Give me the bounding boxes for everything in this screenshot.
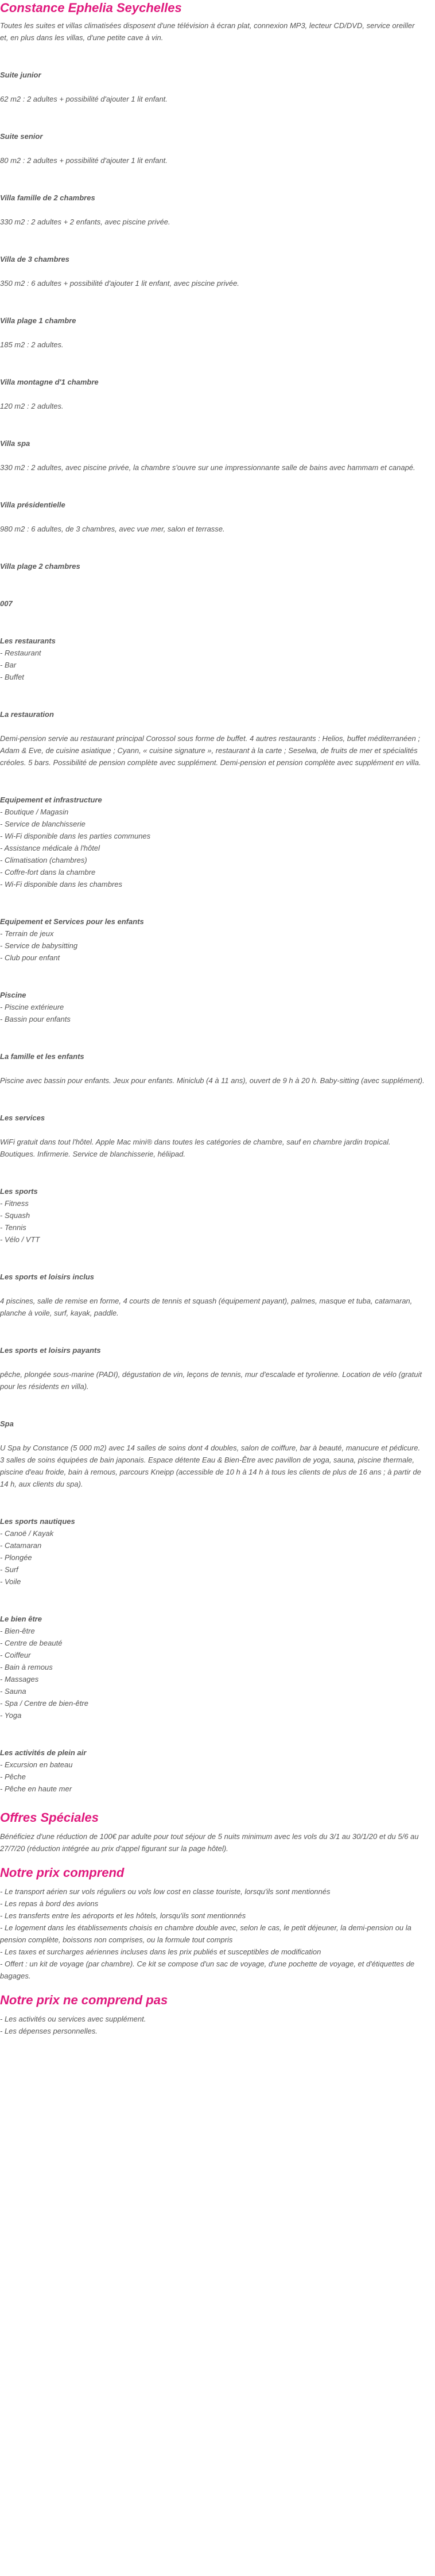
list-item: - Spa / Centre de bien-être — [0, 1697, 425, 1709]
list-item: - Restaurant — [0, 647, 425, 659]
list-item: - Les repas à bord des avions — [0, 1898, 425, 1910]
list-item: - Les transferts entre les aéroports et les hôtels, lorsqu'ils sont mentionnés — [0, 1910, 425, 1922]
list-item: - Wi-Fi disponible dans les chambres — [0, 878, 425, 890]
list-item: - Surf — [0, 1564, 425, 1576]
list-item: - Bien-être — [0, 1625, 425, 1637]
room-description: 980 m2 : 6 adultes, de 3 chambres, avec vue mer, salon et terrasse. — [0, 525, 225, 533]
list-item: - Assistance médicale à l'hôtel — [0, 842, 425, 854]
offres-text: Bénéficiez d'une réduction de 100€ par adulte pour tout séjour de 5 nuits minimum avec les vols du 3/1 au 30/1/20 et du 5/6 au 27/7/20 (réduction intégrée au prix d'appel figurant sur la page hôtel). — [0, 1832, 419, 1853]
room-description: 80 m2 : 2 adultes + possibilité d'ajouter 1 lit enfant. — [0, 156, 168, 165]
list-item: - Boutique / Magasin — [0, 806, 425, 818]
room-list — [0, 69, 425, 572]
plein-air-title: Les activités de plein air — [0, 1748, 87, 1757]
room-description: 330 m2 : 2 adultes + 2 enfants, avec piscine privée. — [0, 218, 170, 226]
spa-title: Spa — [0, 1419, 14, 1428]
famille-title: La famille et les enfants — [0, 1052, 84, 1061]
list-item: - Terrain de jeux — [0, 928, 425, 940]
famille-section — [0, 1050, 425, 1087]
list-item: - Pêche — [0, 1771, 425, 1783]
bien-etre-list — [0, 1625, 425, 1721]
list-item: - Offert : un kit de voyage (par chambre). Ce kit se compose d'un sac de voyage, d'une pochette de voyage, et d'étiquettes de bagages. — [0, 1958, 425, 1982]
equipement-section — [0, 794, 425, 890]
list-item: - Service de blanchisserie — [0, 818, 425, 830]
room-section — [0, 192, 425, 228]
room-section — [0, 560, 425, 572]
piscine-section — [0, 989, 425, 1025]
room-section — [0, 130, 425, 166]
sports-payants-text: pêche, plongée sous-marine (PADI), dégustation de vin, leçons de tennis, mur d'escalade et tyrolienne. Location de vélo (gratuit pour les résidents en villa). — [0, 1370, 422, 1391]
famille-text: Piscine avec bassin pour enfants. Jeux pour enfants. Miniclub (4 à 11 ans), ouvert de 9 h à 20 h. Baby-sitting (avec supplément). — [0, 1076, 425, 1085]
restauration-section — [0, 708, 425, 769]
code-section — [0, 598, 425, 610]
room-section — [0, 499, 425, 535]
list-item: - Excursion en bateau — [0, 1759, 425, 1771]
room-section — [0, 376, 425, 412]
bien-etre-title: Le bien être — [0, 1615, 42, 1623]
services-enfants-list — [0, 928, 425, 964]
list-item: - Tennis — [0, 1221, 425, 1233]
comprend-title: Notre prix comprend — [0, 1865, 125, 1880]
sports-list — [0, 1197, 425, 1246]
spa-section — [0, 1418, 425, 1490]
spa-text: U Spa by Constance (5 000 m2) avec 14 salles de soins dont 4 doubles, salon de coiffure, bar à beauté, manucure et pédicure. 3 salles de soins équipées de bain japonais. Espace détente Eau & Bien-Être avec pavillon de yoga, sauna, piscine thermale, piscine d'eau froide, bain à remous, parcours Kneipp (accessible de 10 h à 14 h à tous les clients de plus de 16 ans ; à partir de 14 h, aux clients du spa). — [0, 1444, 421, 1488]
list-item: - Bassin pour enfants — [0, 1013, 425, 1025]
room-description: 120 m2 : 2 adultes. — [0, 402, 64, 410]
restaurants-title: Les restaurants — [0, 637, 56, 645]
services-section — [0, 1112, 425, 1160]
room-title: Suite senior — [0, 132, 43, 141]
list-item: - Yoga — [0, 1709, 425, 1721]
code-label: 007 — [0, 599, 13, 608]
comprend-list — [0, 1886, 425, 1982]
room-section — [0, 69, 425, 105]
list-item: - Bain à remous — [0, 1661, 425, 1673]
room-description: 330 m2 : 2 adultes, avec piscine privée, la chambre s'ouvre sur une impressionnante salle de bains avec hammam et canapé. — [0, 463, 415, 472]
room-title: Villa spa — [0, 439, 30, 448]
nautiques-title: Les sports nautiques — [0, 1517, 75, 1526]
room-section — [0, 315, 425, 351]
room-title: Villa montagne d'1 chambre — [0, 378, 99, 386]
list-item: - Le logement dans les établissements choisis en chambre double avec, selon le cas, le petit déjeuner, la demi-pension ou la pension complète, boissons non comprises, ou la formule tout compris — [0, 1922, 425, 1946]
piscine-list — [0, 1001, 425, 1025]
bien-etre-section — [0, 1613, 425, 1721]
offres-section — [0, 1810, 425, 1855]
sports-payants-section — [0, 1344, 425, 1392]
sports-inclus-text: 4 piscines, salle de remise en forme, 4 courts de tennis et squash (équipement payant), palmes, masque et tuba, catamaran, planche à voile, surf, kayak, paddle. — [0, 1297, 413, 1317]
hotel-title: Constance Ephelia Seychelles — [0, 1, 182, 15]
equipement-list — [0, 806, 425, 890]
comprend-section — [0, 1865, 425, 1982]
room-title: Villa présidentielle — [0, 501, 65, 509]
list-item: - Les taxes et surcharges aériennes incluses dans les prix publiés et susceptibles de modification — [0, 1946, 425, 1958]
nautiques-section — [0, 1515, 425, 1588]
list-item: - Wi-Fi disponible dans les parties communes — [0, 830, 425, 842]
plein-air-list — [0, 1759, 425, 1795]
list-item: - Squash — [0, 1209, 425, 1221]
ne-comprend-section — [0, 1992, 425, 2037]
room-description: 62 m2 : 2 adultes + possibilité d'ajouter 1 lit enfant. — [0, 95, 168, 103]
list-item: - Piscine extérieure — [0, 1001, 425, 1013]
room-title: Villa de 3 chambres — [0, 255, 69, 263]
list-item: - Pêche en haute mer — [0, 1783, 425, 1795]
restaurants-section — [0, 635, 425, 683]
list-item: - Bar — [0, 659, 425, 671]
list-item: - Les dépenses personnelles. — [0, 2025, 425, 2037]
services-enfants-title: Equipement et Services pour les enfants — [0, 917, 144, 926]
room-title: Villa plage 1 chambre — [0, 316, 76, 325]
list-item: - Service de babysitting — [0, 940, 425, 952]
room-section — [0, 437, 425, 474]
list-item: - Plongée — [0, 1551, 425, 1564]
list-item: - Sauna — [0, 1685, 425, 1697]
room-description: 350 m2 : 6 adultes + possibilité d'ajouter 1 lit enfant, avec piscine privée. — [0, 279, 239, 288]
list-item: - Les activités ou services avec supplément. — [0, 2013, 425, 2025]
list-item: - Catamaran — [0, 1539, 425, 1551]
room-title: Suite junior — [0, 71, 41, 79]
list-item: - Buffet — [0, 671, 425, 683]
sports-inclus-section — [0, 1271, 425, 1319]
list-item: - Coffre-fort dans la chambre — [0, 866, 425, 878]
room-title: Villa famille de 2 chambres — [0, 193, 95, 202]
list-item: - Le transport aérien sur vols réguliers ou vols low cost en classe touriste, lorsqu'ils sont mentionnés — [0, 1886, 425, 1898]
room-title: Villa plage 2 chambres — [0, 562, 80, 571]
room-section — [0, 253, 425, 289]
sports-inclus-title: Les sports et loisirs inclus — [0, 1273, 94, 1281]
restaurants-list — [0, 647, 425, 683]
ne-comprend-list — [0, 2013, 425, 2037]
intro-text: Toutes les suites et villas climatisées disposent d'une télévision à écran plat, connexion MP3, lecteur CD/DVD, service oreiller et, en plus dans les villas, d'une petite cave à vin. — [0, 21, 415, 42]
services-title: Les services — [0, 1114, 45, 1122]
list-item: - Coiffeur — [0, 1649, 425, 1661]
piscine-title: Piscine — [0, 991, 26, 999]
list-item: - Canoë / Kayak — [0, 1527, 425, 1539]
list-item: - Vélo / VTT — [0, 1233, 425, 1246]
list-item: - Massages — [0, 1673, 425, 1685]
sports-section — [0, 1185, 425, 1246]
list-item: - Voile — [0, 1576, 425, 1588]
list-item: - Climatisation (chambres) — [0, 854, 425, 866]
list-item: - Club pour enfant — [0, 952, 425, 964]
list-item: - Centre de beauté — [0, 1637, 425, 1649]
services-text: WiFi gratuit dans tout l'hôtel. Apple Mac mini® dans toutes les catégories de chambre, sauf en chambre jardin tropical. Boutiques. Infirmerie. Service de blanchisserie, héliipad. — [0, 1138, 391, 1158]
list-item: - Fitness — [0, 1197, 425, 1209]
restauration-text: Demi-pension servie au restaurant principal Corossol sous forme de buffet. 4 autres restaurants : Helios, buffet méditerranéen ; Adam & Eve, de cuisine asiatique ; Cyann, « cuisine signature », restaurant à la carte ; Seselwa, de fruits de mer et spécialités créoles. 5 bars. Possibilité de pension complète avec supplément. Demi-pension et pension complète avec supplément en villa. — [0, 734, 421, 767]
sports-title: Les sports — [0, 1187, 38, 1196]
room-description: 185 m2 : 2 adultes. — [0, 340, 64, 349]
restauration-title: La restauration — [0, 710, 54, 719]
equipement-title: Equipement et infrastructure — [0, 796, 102, 804]
services-enfants-section — [0, 915, 425, 964]
ne-comprend-title: Notre prix ne comprend pas — [0, 1993, 168, 2007]
sports-payants-title: Les sports et loisirs payants — [0, 1346, 101, 1355]
plein-air-section — [0, 1747, 425, 1795]
offres-title: Offres Spéciales — [0, 1810, 99, 1825]
nautiques-list — [0, 1527, 425, 1588]
